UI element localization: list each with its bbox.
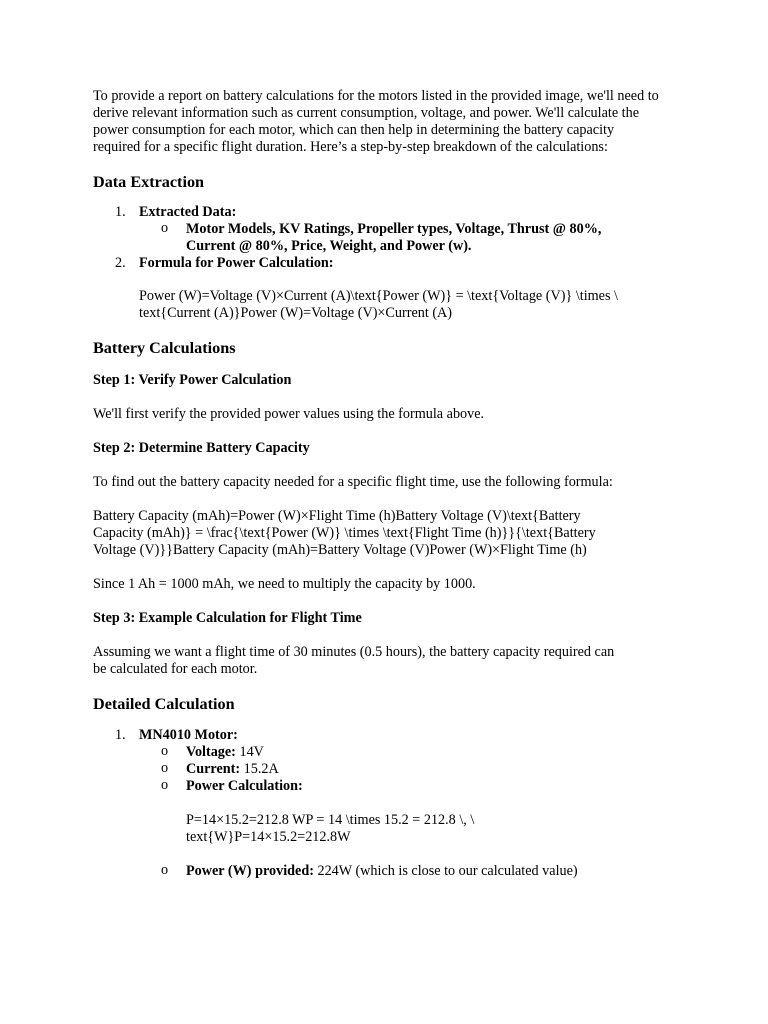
bullet-o: o: [161, 760, 169, 776]
extracted-fields-line2: Current @ 80%, Price, Weight, and Power (w).: [186, 238, 472, 254]
detailed-calculation-list: [93, 727, 673, 880]
document-page: [93, 88, 673, 880]
data-extraction-heading: Data Extraction: [93, 173, 205, 191]
list-item-mn4010: [93, 727, 673, 880]
list-item-power-formula: [93, 255, 673, 322]
voltage-item: [139, 744, 673, 761]
extracted-data-sublist: [139, 221, 673, 255]
data-extraction-list: [93, 204, 673, 322]
power-provided-item: [139, 863, 673, 880]
power-formula-line1: Power (W)=Voltage (V)×Current (A)\text{Power (W)} = \text{Voltage (V)} \times \: [139, 288, 618, 304]
battery-formula-line2: Capacity (mAh)} = \frac{\text{Power (W)} \times \text{Flight Time (h)}}{\text{Battery: [93, 525, 596, 541]
battery-capacity-formula: [93, 508, 673, 559]
current-label: Current:: [186, 761, 241, 777]
battery-formula-line3: Voltage (V)}}Battery Capacity (mAh)=Battery Voltage (V)Power (W)×Flight Time (h): [93, 542, 587, 558]
motor-details-list: [139, 744, 673, 880]
sub-list-item: [139, 221, 673, 255]
power-calculation-label: Power Calculation:: [186, 778, 303, 794]
power-formula-label: Formula for Power Calculation:: [139, 255, 334, 271]
step1-text: We'll first verify the provided power values using the formula above.: [93, 406, 485, 422]
battery-calculations-heading: Battery Calculations: [93, 339, 236, 357]
voltage-value: 14V: [235, 744, 264, 760]
current-value: 15.2A: [240, 761, 279, 777]
power-calc-line2: text{W}P=14×15.2=212.8W: [186, 829, 351, 845]
bullet-o: o: [161, 743, 169, 759]
power-provided-label: Power (W) provided:: [186, 863, 314, 879]
step2-text: To find out the battery capacity needed for a specific flight time, use the following formula:: [93, 474, 613, 490]
power-provided-value: 224W (which is close to our calculated value): [313, 863, 578, 879]
bullet-o: o: [161, 220, 169, 236]
voltage-label: Voltage:: [186, 744, 236, 760]
step3-text-line1: Assuming we want a flight time of 30 minutes (0.5 hours), the battery capacity required can: [93, 644, 615, 660]
conversion-text: Since 1 Ah = 1000 mAh, we need to multiply the capacity by 1000.: [93, 576, 476, 592]
list-number: 1.: [115, 204, 126, 220]
motor-label: MN4010 Motor:: [139, 727, 238, 743]
battery-formula-line1: Battery Capacity (mAh)=Power (W)×Flight Time (h)Battery Voltage (V)\text{Battery: [93, 508, 581, 524]
step3-text: [93, 644, 673, 678]
list-number: 1.: [115, 727, 126, 743]
extracted-data-label: Extracted Data:: [139, 204, 237, 220]
power-calculation-item: [139, 778, 673, 846]
list-item-extracted-data: [93, 204, 673, 255]
power-formula: [139, 288, 673, 322]
detailed-calculation-heading: Detailed Calculation: [93, 695, 235, 713]
list-number: 2.: [115, 255, 126, 271]
current-item: [139, 761, 673, 778]
step2-heading: Step 2: Determine Battery Capacity: [93, 440, 310, 456]
intro-paragraph: To provide a report on battery calculations for the motors listed in the provided image, we'll need to derive relevant information such as current consumption, voltage, and power. We'll calculate the power consumption for each motor, which can then help in determining the battery capacity required for a specific flight duration. Here’s a step-by-step breakdown of the calculations:: [93, 88, 659, 155]
power-formula-line2: text{Current (A)}Power (W)=Voltage (V)×Current (A): [139, 305, 453, 321]
extracted-fields-line1: Motor Models, KV Ratings, Propeller types, Voltage, Thrust @ 80%,: [186, 221, 602, 237]
bullet-o: o: [161, 862, 169, 878]
power-calculation-formula: [186, 812, 673, 846]
step3-text-line2: be calculated for each motor.: [93, 661, 258, 677]
step1-heading: Step 1: Verify Power Calculation: [93, 372, 292, 388]
step3-heading: Step 3: Example Calculation for Flight Time: [93, 610, 362, 626]
power-calc-line1: P=14×15.2=212.8 WP = 14 \times 15.2 = 212.8 \, \: [186, 812, 475, 828]
bullet-o: o: [161, 777, 169, 793]
